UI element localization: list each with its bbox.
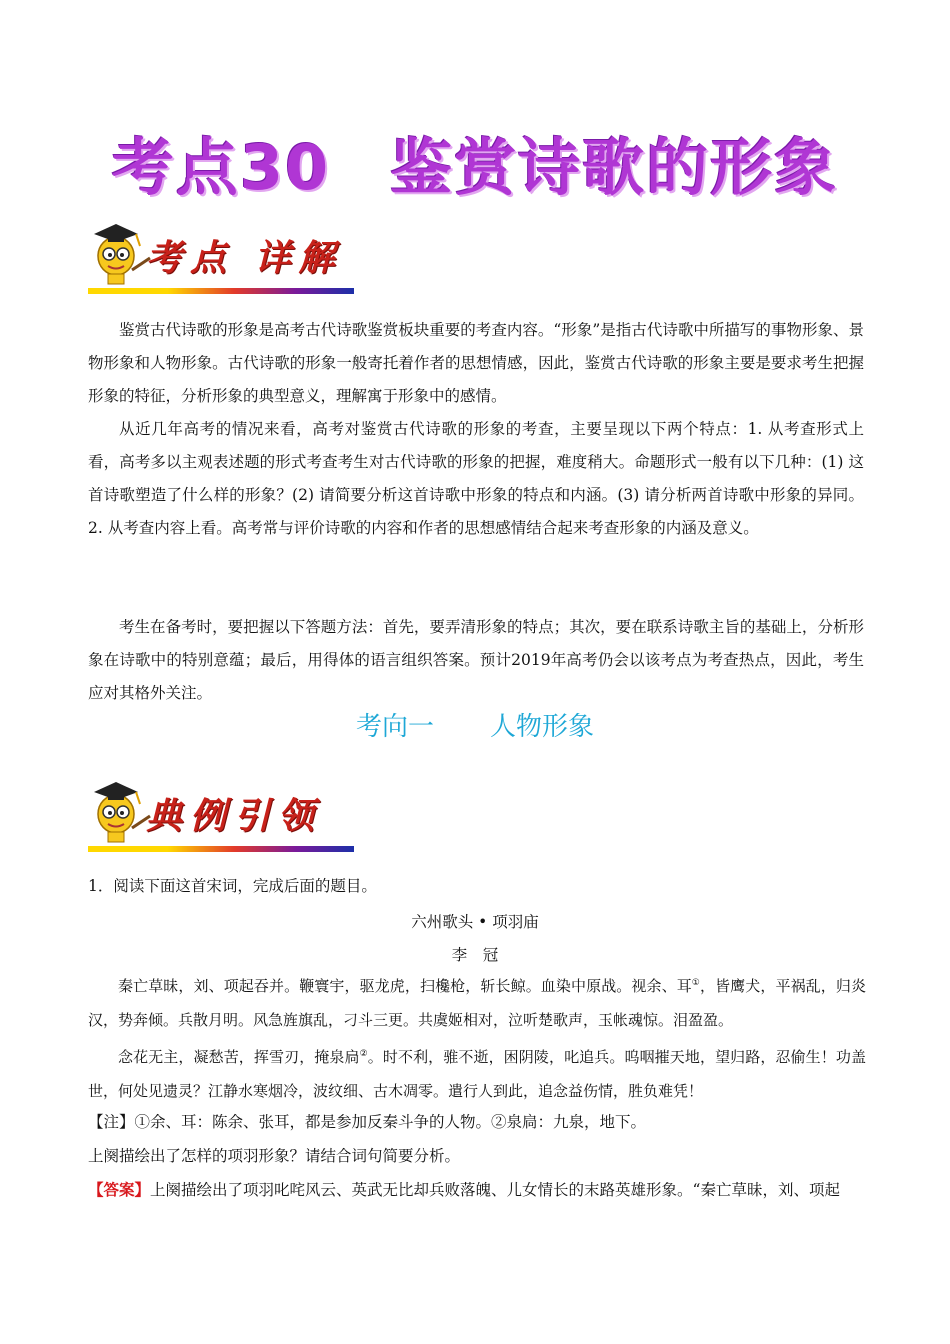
banner-detail-label: 考点 详解 xyxy=(146,237,343,279)
answer xyxy=(88,1178,864,1200)
poem-stanza-2 xyxy=(88,1037,866,1108)
answer-tag: 【答案】 xyxy=(88,1180,151,1199)
question-ask: 上阕描绘出了怎样的项羽形象？请结合词句简要分析。 xyxy=(88,1147,461,1165)
banner-example-underline xyxy=(88,846,354,852)
title-topic-name: 鉴赏诗歌的形象 xyxy=(390,131,839,204)
title-topic-number: 考点30 xyxy=(111,131,331,204)
section-heading xyxy=(0,706,950,743)
banner-detail xyxy=(88,210,356,294)
poem-stanza-2-part-b: 。时不利，骓不逝，困阴陵，叱追兵。呜咽摧天地，望归路，忍偷生！功盖世，何处见遗灵？江静水寒烟冷，波纹细、古木凋零。遣行人到此，追念益伤情，胜负难凭！ xyxy=(88,1048,866,1100)
poem-stanza-1-part-a: 秦亡草昧，刘、项起吞并。鞭寰宇，驱龙虎，扫欃枪，斩长鲸。血染中原战。视余、耳 xyxy=(118,977,692,995)
section-topic: 人物形象 xyxy=(490,712,595,742)
answer-text: 上阕描绘出了项羽叱咤风云、英武无比却兵败落魄、儿女情长的末路英雄形象。“秦亡草昧，刘、项起 xyxy=(150,1181,840,1199)
poem-author: 李 冠 xyxy=(451,946,499,964)
banner-example-label: 典例引领 xyxy=(146,795,323,837)
intro-paragraph-1: 鉴赏古代诗歌的形象是高考古代诗歌鉴赏板块重要的考查内容。“形象”是指古代诗歌中所描写的事物形象、景物形象和人物形象。古代诗歌的形象一般寄托着作者的思想情感，因此，鉴赏古代诗歌的形象主要是要求考生把握形象的特征，分析形象的典型意义，理解寓于形象中的感情。 xyxy=(88,321,864,405)
poem-notes: 【注】①余、耳：陈余、张耳，都是参加反秦斗争的人物。②泉扃：九泉，地下。 xyxy=(88,1113,647,1131)
intro-paragraph-2: 从近几年高考的情况来看，高考对鉴赏古代诗歌的形象的考查，主要呈现以下两个特点：1. 从考查形式上看，高考多以主观表述题的形式考查考生对古代诗歌的形象的把握，难度稍大。命题形式一般有以下几种：(1) 这首诗歌塑造了什么样的形象？(2) 请简要分析这首诗歌中形象的特点和内涵。(3) 请分析两首诗歌中形象的异同。2. 从考查内容上看。高考常与评价诗歌的内容和作者的思想感情结合起来考查形象的内涵及意义。 xyxy=(88,420,864,537)
section-label: 考向一 xyxy=(355,712,434,742)
poem-stanza-1 xyxy=(88,966,866,1037)
poem-stanza-2-part-a: 念花无主，凝愁苦，挥雪刃，掩泉扃 xyxy=(118,1048,360,1066)
intro-paragraph-3: 考生在备考时，要把握以下答题方法：首先，要弄清形象的特点；其次，要在联系诗歌主旨的基础上，分析形象在诗歌中的特别意蕴；最后，用得体的语言组织答案。预计2019年高考仍会以该考点为考查热点，因此，考生应对其格外关注。 xyxy=(88,618,864,702)
poem-title: 六州歌头 • 项羽庙 xyxy=(411,913,539,931)
poem-stanza-1-part-b: ，皆鹰犬，平祸乱，归炎汉，势奔倾。兵散月明。风急旌旗乱，刁斗三更。共虞姬相对，泣听楚歌声，玉帐魂惊。泪盈盈。 xyxy=(88,977,866,1029)
page-title xyxy=(0,118,950,207)
banner-example xyxy=(88,768,356,852)
note-mark-1: ① xyxy=(691,978,700,988)
question-prompt: 1．阅读下面这首宋词，完成后面的题目。 xyxy=(88,877,377,895)
note-mark-2: ② xyxy=(359,1049,368,1059)
banner-detail-underline xyxy=(88,288,354,294)
